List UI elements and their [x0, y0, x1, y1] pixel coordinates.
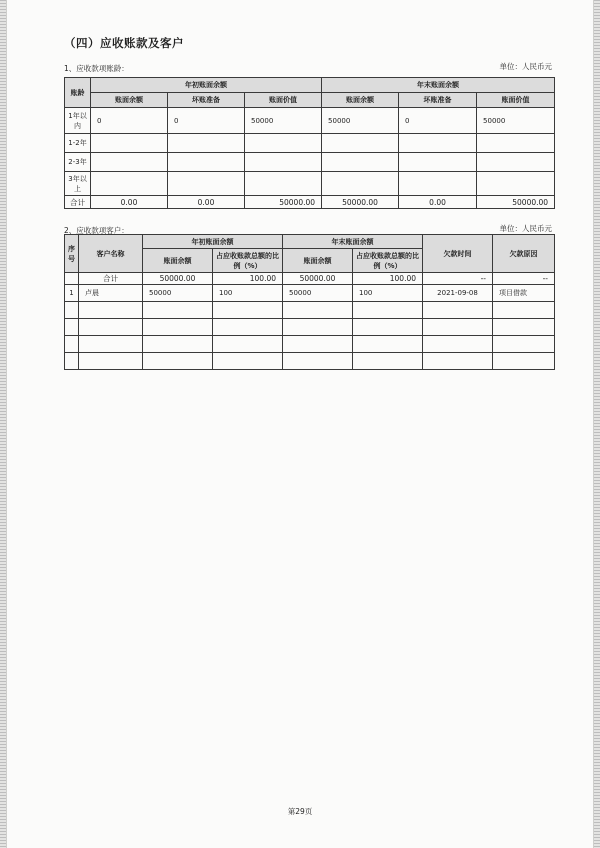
cell	[91, 134, 168, 153]
cell: 50000.00	[322, 196, 399, 209]
cell: 100	[213, 285, 283, 302]
section-title: （四）应收账款及客户	[64, 36, 184, 50]
row-no	[65, 336, 79, 353]
cell	[143, 336, 213, 353]
cell	[477, 134, 555, 153]
cell: 50000.00	[283, 273, 353, 285]
cell	[493, 302, 555, 319]
cell	[213, 336, 283, 353]
total-label: 合计	[65, 196, 91, 209]
cell	[353, 353, 423, 370]
page-number: 第29页	[287, 807, 313, 816]
cell: 0.00	[91, 196, 168, 209]
cell: --	[493, 273, 555, 285]
customers-header-begin: 年初账面余额	[143, 235, 283, 249]
col-header: 账面价值	[245, 93, 322, 108]
cell: 2021-09-08	[423, 285, 493, 302]
col-header: 账面价值	[477, 93, 555, 108]
aging-header-begin: 年初账面余额	[91, 78, 322, 93]
cell	[423, 302, 493, 319]
customers-caption: 2、应收款项客户：	[64, 226, 129, 235]
cell	[423, 336, 493, 353]
cell	[245, 172, 322, 196]
cell: --	[423, 273, 493, 285]
customer-name: 卢晨	[79, 285, 143, 302]
cell	[322, 172, 399, 196]
scan-edge-right	[594, 0, 600, 848]
customers-header-name: 客户名称	[79, 235, 143, 273]
cell	[168, 134, 245, 153]
cell: 50000	[143, 285, 213, 302]
aging-caption: 1、应收款项账龄：	[64, 64, 129, 73]
row-no	[65, 353, 79, 370]
cell	[399, 153, 477, 172]
col-header: 坏账准备	[168, 93, 245, 108]
table-row	[65, 353, 555, 370]
cell	[423, 353, 493, 370]
aging-header-aging: 账龄	[65, 78, 91, 108]
cell: 50000	[322, 108, 399, 134]
aging-header-end: 年末账面余额	[322, 78, 555, 93]
customers-unit: 单位：人民币元	[499, 224, 552, 233]
col-header: 占应收账款总额的比例（%）	[353, 249, 423, 273]
cell	[213, 302, 283, 319]
cell	[143, 302, 213, 319]
row-no	[65, 302, 79, 319]
customer-name	[79, 302, 143, 319]
customers-table	[64, 234, 555, 370]
cell	[493, 353, 555, 370]
total-row	[65, 273, 555, 285]
cell	[353, 319, 423, 336]
cell	[91, 153, 168, 172]
table-row	[65, 336, 555, 353]
col-header: 账面余额	[322, 93, 399, 108]
cell: 项目借款	[493, 285, 555, 302]
table-row	[65, 108, 555, 134]
cell: 0	[399, 108, 477, 134]
col-header: 占应收账款总额的比例（%）	[213, 249, 283, 273]
row-no: 1	[65, 285, 79, 302]
cell	[283, 319, 353, 336]
row-no	[65, 319, 79, 336]
cell	[283, 353, 353, 370]
cell	[399, 134, 477, 153]
cell: 100.00	[213, 273, 283, 285]
cell	[213, 353, 283, 370]
row-label: 2-3年	[65, 153, 91, 172]
customers-header-end: 年末账面余额	[283, 235, 423, 249]
cell	[168, 172, 245, 196]
table-row	[65, 319, 555, 336]
customer-name	[79, 319, 143, 336]
cell: 50000	[477, 108, 555, 134]
cell	[168, 153, 245, 172]
cell	[353, 302, 423, 319]
cell	[423, 319, 493, 336]
cell: 100	[353, 285, 423, 302]
cell: 50000.00	[477, 196, 555, 209]
aging-table	[64, 77, 555, 209]
total-row	[65, 196, 555, 209]
table-row	[65, 285, 555, 302]
customers-header-date: 欠款时间	[423, 235, 493, 273]
table-row	[65, 153, 555, 172]
cell	[245, 153, 322, 172]
document-page	[6, 0, 594, 848]
row-label: 1年以内	[65, 108, 91, 134]
cell	[493, 319, 555, 336]
scan-edge-left	[0, 0, 6, 848]
cell	[91, 172, 168, 196]
cell	[477, 172, 555, 196]
cell: 50000.00	[245, 196, 322, 209]
cell: 50000.00	[143, 273, 213, 285]
cell	[283, 302, 353, 319]
cell	[283, 336, 353, 353]
cell	[143, 353, 213, 370]
cell	[65, 273, 79, 285]
total-label: 合计	[79, 273, 143, 285]
table-row	[65, 302, 555, 319]
aging-unit: 单位：人民币元	[499, 62, 552, 71]
row-label: 1-2年	[65, 134, 91, 153]
cell: 0.00	[168, 196, 245, 209]
customers-header-reason: 欠款原因	[493, 235, 555, 273]
cell: 50000	[283, 285, 353, 302]
table-row	[65, 134, 555, 153]
col-header: 账面余额	[283, 249, 353, 273]
col-header: 账面余额	[91, 93, 168, 108]
cell	[477, 153, 555, 172]
cell	[353, 336, 423, 353]
cell: 0	[168, 108, 245, 134]
col-header: 账面余额	[143, 249, 213, 273]
row-label: 3年以上	[65, 172, 91, 196]
cell: 100.00	[353, 273, 423, 285]
customer-name	[79, 353, 143, 370]
cell	[143, 319, 213, 336]
cell: 50000	[245, 108, 322, 134]
customer-name	[79, 336, 143, 353]
cell	[399, 172, 477, 196]
cell	[322, 153, 399, 172]
cell	[245, 134, 322, 153]
col-header: 坏账准备	[399, 93, 477, 108]
customers-header-no: 序号	[65, 235, 79, 273]
cell: 0.00	[399, 196, 477, 209]
cell	[493, 336, 555, 353]
table-row	[65, 172, 555, 196]
cell: 0	[91, 108, 168, 134]
cell	[322, 134, 399, 153]
cell	[213, 319, 283, 336]
